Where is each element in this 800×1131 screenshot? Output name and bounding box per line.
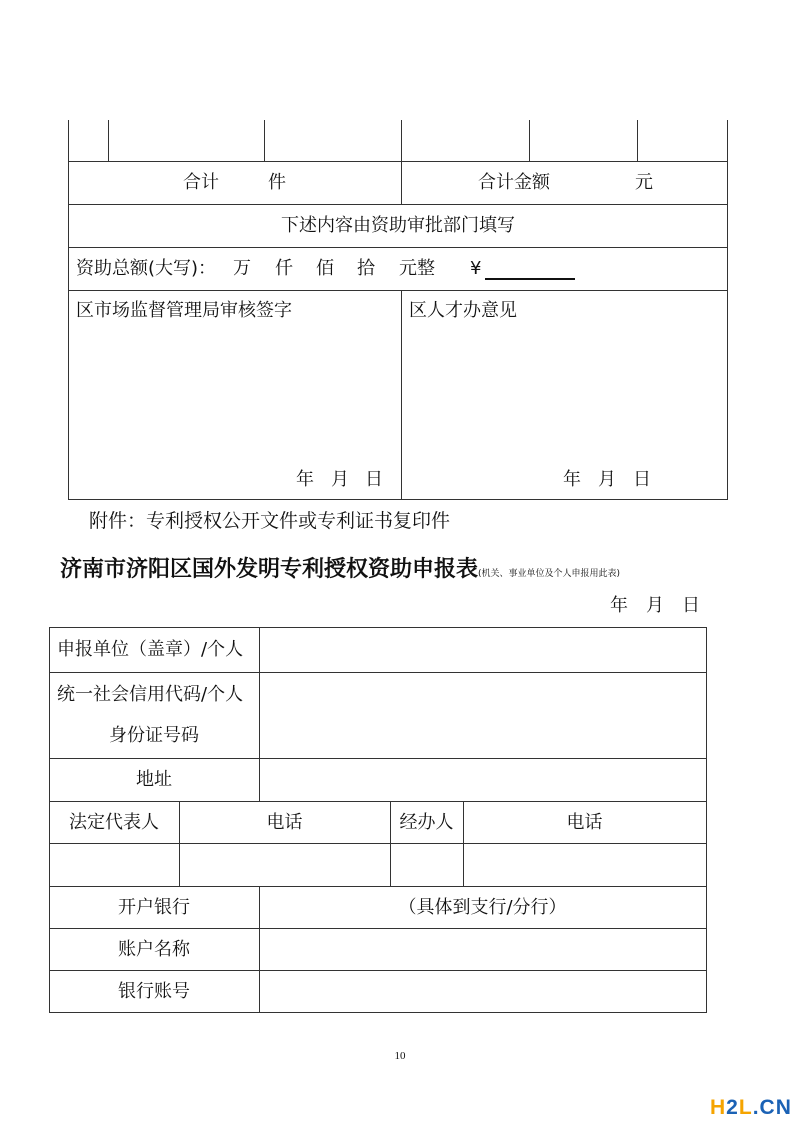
address-label: 地址 [136, 769, 172, 790]
total-count-unit: 件 [268, 172, 286, 193]
right-date-year: 年 [563, 469, 581, 490]
right-date-month: 月 [598, 469, 616, 490]
page-number: 10 [394, 1050, 406, 1062]
legal-rep-label: 法定代表人 [69, 812, 159, 833]
phone-label-2: 电话 [566, 812, 603, 833]
account-name-label: 账户名称 [118, 939, 190, 960]
bank-label: 开户银行 [118, 897, 190, 918]
approval-section-header: 下述内容由资助审批部门填写 [281, 215, 515, 236]
credit-code-label-2: 身份证号码 [109, 725, 199, 746]
amount-currency: ¥ [470, 258, 575, 280]
account-number-label: 银行账号 [118, 981, 190, 1002]
total-amount-label: 合计金额 [478, 172, 550, 193]
applicant-label: 申报单位（盖章）/个人 [57, 639, 244, 660]
h2l-logo: H2L.CN [710, 1096, 792, 1119]
bank-detail-hint: （具体到支行/分行） [398, 897, 567, 918]
amount-unit-wan: 万 [233, 258, 251, 279]
market-bureau-label: 区市场监督管理局审核签字 [76, 300, 292, 321]
left-date-month: 月 [331, 469, 349, 490]
form-title: 济南市济阳区国外发明专利授权资助申报表(机关、事业单位及个人申报用此表) [60, 557, 621, 582]
amount-blank-line [485, 260, 575, 280]
form-date-day: 日 [682, 595, 700, 616]
form-title-note: (机关、事业单位及个人申报用此表) [478, 569, 621, 579]
amount-unit-bai: 佰 [316, 258, 334, 279]
form-date-month: 月 [646, 595, 664, 616]
amount-unit-qian: 仟 [275, 258, 293, 279]
handler-label: 经办人 [399, 812, 454, 833]
amount-unit-yuanzheng: 元整 [399, 258, 435, 279]
talent-office-label: 区人才办意见 [409, 300, 517, 321]
attachment-note: 附件：专利授权公开文件或专利证书复印件 [89, 510, 451, 532]
right-date-day: 日 [633, 469, 651, 490]
form-date-year: 年 [610, 595, 628, 616]
amount-label: 资助总额(大写)： [76, 258, 217, 279]
amount-unit-shi: 拾 [357, 258, 375, 279]
left-date-year: 年 [296, 469, 314, 490]
credit-code-label-1: 统一社会信用代码/个人 [57, 684, 244, 705]
phone-label-1: 电话 [266, 812, 303, 833]
total-count-label: 合计 [183, 172, 219, 193]
total-amount-unit: 元 [635, 172, 653, 193]
left-date-day: 日 [365, 469, 383, 490]
